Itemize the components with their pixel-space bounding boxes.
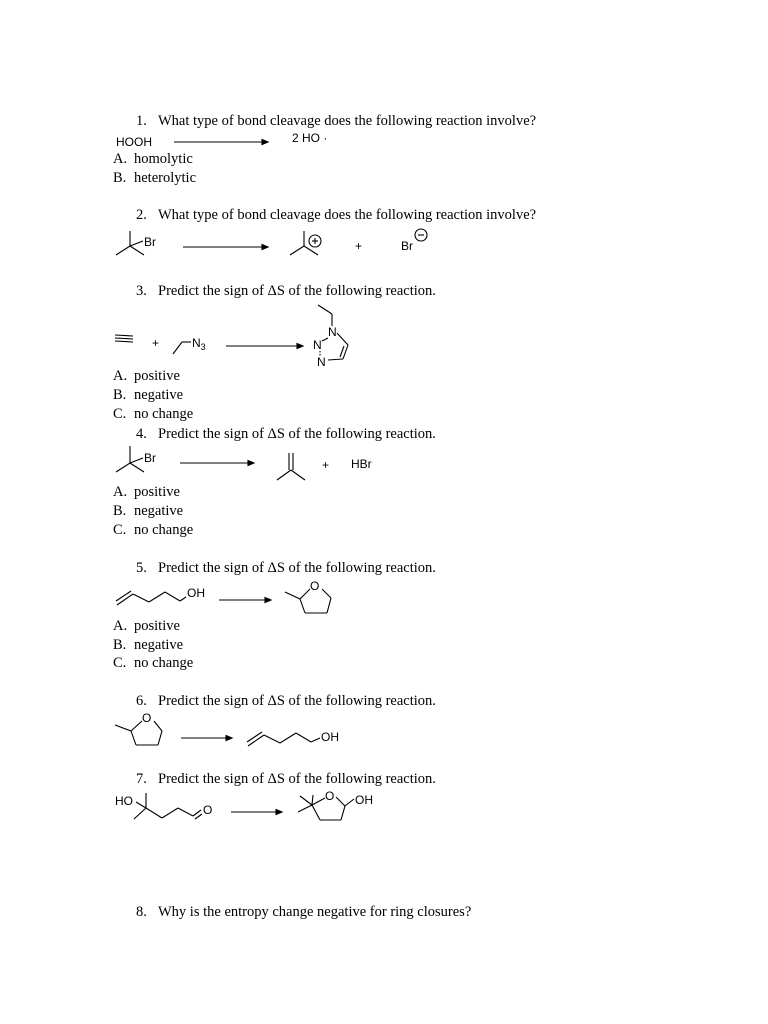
option-text: positive (134, 368, 180, 384)
reaction-arrow-5 (219, 598, 271, 603)
hemiketal-structure (298, 789, 373, 820)
option-letter: A. (113, 618, 128, 634)
question-text: What type of bond cleavage does the following reaction involve? (158, 207, 537, 223)
reactant-hooh: HOOH (116, 135, 152, 149)
plus-sign: + (152, 336, 160, 350)
question-number: 1. (136, 113, 147, 129)
option-letter: A. (113, 368, 128, 384)
tert-butyl-bromide-structure (116, 231, 156, 255)
question-number: 5. (136, 560, 147, 576)
hbr-label: HBr (351, 457, 372, 471)
option-letter: C. (113, 406, 127, 422)
question-number: 8. (136, 904, 147, 920)
pentenol-structure (247, 730, 339, 746)
question-number: 2. (136, 207, 147, 223)
question-text: Predict the sign of ΔS of the following reaction. (158, 426, 436, 442)
option-text: homolytic (134, 151, 193, 167)
question-text: Predict the sign of ΔS of the following reaction. (158, 693, 436, 709)
option-3c[interactable] (113, 406, 193, 423)
option-text: no change (134, 406, 194, 422)
reaction-arrow-7 (231, 810, 282, 815)
reaction-arrow-3 (226, 344, 303, 349)
option-letter: B. (113, 637, 127, 653)
option-text: no change (134, 655, 194, 671)
hydroxy-ketone-structure (115, 793, 212, 819)
bromine-label: Br (144, 235, 156, 249)
question-4 (136, 426, 436, 443)
triazole-n2: N (313, 338, 322, 352)
ring-oxygen-label: O (142, 711, 152, 725)
methyl-thf-structure (115, 711, 162, 745)
option-text: negative (134, 503, 184, 519)
question-3 (136, 283, 436, 300)
option-5b[interactable] (113, 637, 183, 654)
question-1 (136, 113, 536, 130)
methyl-thf-structure (285, 579, 331, 613)
option-4a[interactable] (113, 484, 180, 501)
option-text: negative (134, 637, 184, 653)
product-hydroxyl-radical: 2 HO · (292, 131, 328, 145)
question-6 (136, 693, 436, 710)
option-5c[interactable] (113, 655, 193, 672)
option-1a[interactable] (113, 151, 193, 168)
bromine-label: Br (144, 451, 156, 465)
bromide-label: Br (401, 239, 413, 253)
plus-sign: + (355, 239, 363, 253)
question-number: 3. (136, 283, 147, 299)
hydroxyl-label: OH (321, 730, 339, 744)
carbonyl-oxygen-label: O (203, 803, 213, 817)
triazole-n1: N (328, 325, 337, 339)
triazole-structure (313, 305, 348, 369)
question-text: What type of bond cleavage does the following reaction involve? (158, 113, 537, 129)
hydroxyl-label: OH (187, 586, 205, 600)
ethyl-azide-structure (173, 336, 206, 354)
option-letter: B. (113, 170, 127, 186)
reaction-arrow-4 (180, 461, 254, 466)
isobutylene-structure (277, 453, 305, 480)
option-text: negative (134, 387, 184, 403)
hydroxyl-label: HO (115, 794, 133, 808)
option-3b[interactable] (113, 387, 183, 404)
pentenol-structure (116, 586, 205, 605)
option-3a[interactable] (113, 368, 180, 385)
option-letter: A. (113, 151, 128, 167)
option-4c[interactable] (113, 522, 193, 539)
question-7 (136, 771, 436, 788)
option-text: positive (134, 618, 180, 634)
plus-sign: + (322, 458, 330, 472)
question-8 (136, 904, 471, 921)
question-number: 7. (136, 771, 147, 787)
azide-label: $N_3$ (192, 336, 206, 352)
option-letter: C. (113, 655, 127, 671)
option-1b[interactable] (113, 170, 196, 187)
option-text: heterolytic (134, 170, 197, 186)
tert-butyl-cation-structure (290, 231, 321, 255)
question-text: Predict the sign of ΔS of the following reaction. (158, 283, 436, 299)
option-letter: A. (113, 484, 128, 500)
ring-oxygen-label: O (325, 789, 335, 803)
option-5a[interactable] (113, 618, 180, 635)
question-5 (136, 560, 436, 577)
question-2 (136, 207, 536, 224)
question-number: 6. (136, 693, 147, 709)
ring-oxygen-label: O (310, 579, 320, 593)
option-letter: C. (113, 522, 127, 538)
triazole-n3: N (317, 355, 326, 369)
tert-butyl-bromide-structure (116, 446, 156, 472)
question-text: Predict the sign of ΔS of the following reaction. (158, 771, 436, 787)
option-letter: B. (113, 387, 127, 403)
option-text: positive (134, 484, 180, 500)
option-4b[interactable] (113, 503, 183, 520)
reaction-arrow-6 (181, 736, 232, 741)
reaction-arrow-2 (183, 245, 268, 250)
acetylene-structure (115, 335, 133, 342)
option-letter: B. (113, 503, 127, 519)
question-text: Why is the entropy change negative for ring closures? (158, 904, 472, 920)
question-text: Predict the sign of ΔS of the following reaction. (158, 560, 436, 576)
option-text: no change (134, 522, 194, 538)
question-number: 4. (136, 426, 147, 442)
hydroxyl-label: OH (355, 793, 373, 807)
